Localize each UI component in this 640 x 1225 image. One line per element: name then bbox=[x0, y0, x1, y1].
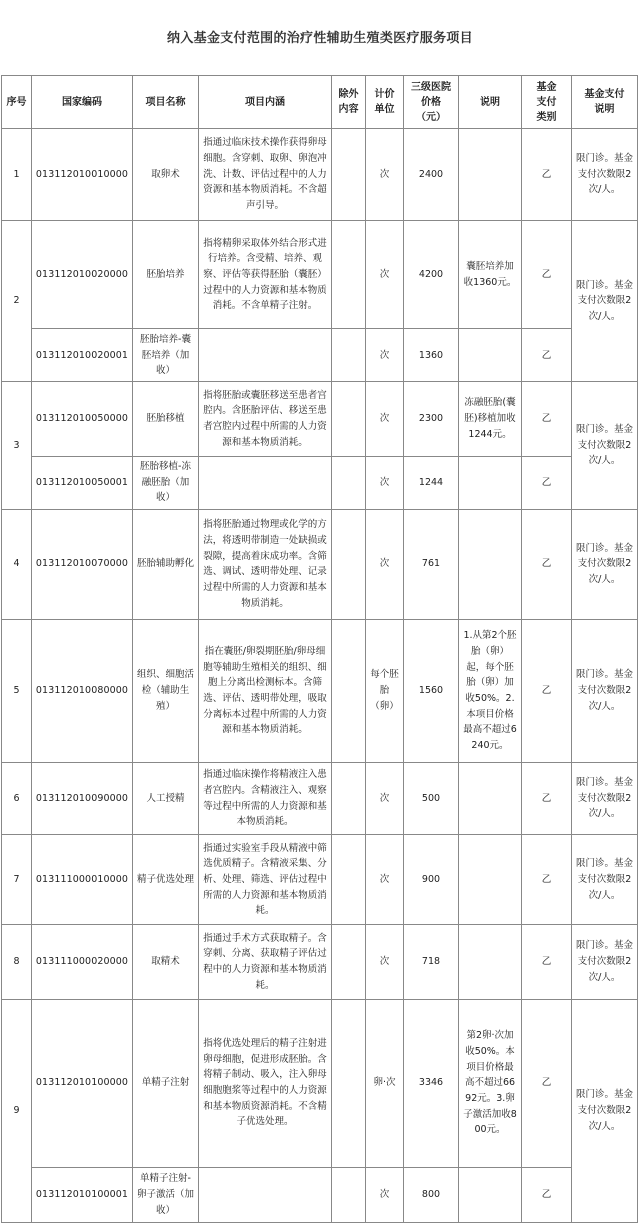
row-seq: 3 bbox=[2, 382, 32, 509]
row-fund-category: 乙 bbox=[522, 329, 572, 382]
col-header-fund-note: 基金支付 说明 bbox=[572, 76, 638, 129]
col-header-code: 国家编码 bbox=[32, 76, 133, 129]
row-excluded bbox=[332, 835, 366, 925]
row-fund-note: 限门诊。基金支付次数限2次/人。 bbox=[572, 619, 638, 762]
table-row bbox=[2, 456, 638, 509]
row-item-name: 胚胎移植 bbox=[133, 382, 199, 456]
row-excluded bbox=[332, 999, 366, 1167]
row-content: 指在囊胚/卵裂期胚胎/卵母细胞等辅助生殖相关的组织、细胞上分离出检测标本。含筛选、评估、透明带处理，吸取分离标本过程中所需的人力资源和基本物质消耗。 bbox=[199, 619, 332, 762]
table-row bbox=[2, 835, 638, 925]
row-code: 013112010020000 bbox=[32, 221, 133, 329]
row-content: 指将胚胎或囊胚移送至患者宫腔内。含胚胎评估、移送至患者宫腔内过程中所需的人力资源和基本物质消耗。 bbox=[199, 382, 332, 456]
row-price: 2300 bbox=[404, 382, 459, 456]
table-row bbox=[2, 329, 638, 382]
row-note bbox=[459, 329, 522, 382]
table-row bbox=[2, 619, 638, 762]
row-item-name: 胚胎辅助孵化 bbox=[133, 509, 199, 619]
row-unit: 次 bbox=[366, 1167, 404, 1222]
row-note: 1.从第2个胚胎（卵）起，每个胚胎（卵）加收50%。2.本项目价格最高不超过6240元。 bbox=[459, 619, 522, 762]
row-note bbox=[459, 509, 522, 619]
row-price: 800 bbox=[404, 1167, 459, 1222]
row-code: 013112010100000 bbox=[32, 999, 133, 1167]
row-unit: 次 bbox=[366, 509, 404, 619]
row-unit: 次 bbox=[366, 763, 404, 835]
row-unit: 每个胚胎（卵） bbox=[366, 619, 404, 762]
row-fund-category: 乙 bbox=[522, 509, 572, 619]
row-seq: 5 bbox=[2, 619, 32, 762]
row-note: 囊胚培养加收1360元。 bbox=[459, 221, 522, 329]
row-fund-category: 乙 bbox=[522, 382, 572, 456]
row-price: 761 bbox=[404, 509, 459, 619]
row-content: 指通过临床操作将精液注入患者宫腔内。含精液注入、观察等过程中所需的人力资源和基本物质消耗。 bbox=[199, 763, 332, 835]
row-content bbox=[199, 1167, 332, 1222]
row-unit: 卵·次 bbox=[366, 999, 404, 1167]
row-content: 指通过手术方式获取精子。含穿刺、分离、获取精子评估过程中的人力资源和基本物质消耗。 bbox=[199, 925, 332, 999]
row-price: 3346 bbox=[404, 999, 459, 1167]
row-unit: 次 bbox=[366, 835, 404, 925]
row-content: 指将精卵采取体外结合形式进行培养。含受精、培养、观察、评估等获得胚胎（囊胚）过程中的人力资源和基本物质消耗。不含单精子注射。 bbox=[199, 221, 332, 329]
row-fund-note: 限门诊。基金支付次数限2次/人。 bbox=[572, 925, 638, 999]
row-note bbox=[459, 763, 522, 835]
table-row bbox=[2, 509, 638, 619]
row-fund-category: 乙 bbox=[522, 619, 572, 762]
row-excluded bbox=[332, 221, 366, 329]
row-excluded bbox=[332, 382, 366, 456]
row-seq: 7 bbox=[2, 835, 32, 925]
row-fund-note: 限门诊。基金支付次数限2次/人。 bbox=[572, 129, 638, 221]
row-item-name: 胚胎培养 bbox=[133, 221, 199, 329]
row-unit: 次 bbox=[366, 925, 404, 999]
row-item-name: 胚胎培养-囊胚培养（加收） bbox=[133, 329, 199, 382]
row-fund-note: 限门诊。基金支付次数限2次/人。 bbox=[572, 763, 638, 835]
row-item-name: 单精子注射-卵子激活（加收） bbox=[133, 1167, 199, 1222]
row-price: 1244 bbox=[404, 456, 459, 509]
row-fund-category: 乙 bbox=[522, 221, 572, 329]
row-item-name: 组织、细胞活检（辅助生殖） bbox=[133, 619, 199, 762]
row-excluded bbox=[332, 763, 366, 835]
row-fund-category: 乙 bbox=[522, 925, 572, 999]
row-seq: 8 bbox=[2, 925, 32, 999]
row-price: 4200 bbox=[404, 221, 459, 329]
row-fund-note: 限门诊。基金支付次数限2次/人。 bbox=[572, 382, 638, 509]
row-seq: 2 bbox=[2, 221, 32, 382]
row-fund-category: 乙 bbox=[522, 456, 572, 509]
row-fund-note: 限门诊。基金支付次数限2次/人。 bbox=[572, 509, 638, 619]
table-row bbox=[2, 925, 638, 999]
row-content bbox=[199, 456, 332, 509]
row-code: 013112010090000 bbox=[32, 763, 133, 835]
row-content bbox=[199, 329, 332, 382]
row-unit: 次 bbox=[366, 221, 404, 329]
col-header-seq: 序号 bbox=[2, 76, 32, 129]
row-note bbox=[459, 1167, 522, 1222]
row-code: 013112010080000 bbox=[32, 619, 133, 762]
row-fund-note: 限门诊。基金支付次数限2次/人。 bbox=[572, 999, 638, 1223]
row-price: 2400 bbox=[404, 129, 459, 221]
row-fund-note: 限门诊。基金支付次数限2次/人。 bbox=[572, 221, 638, 382]
row-fund-category: 乙 bbox=[522, 763, 572, 835]
row-code: 013112010050001 bbox=[32, 456, 133, 509]
row-item-name: 精子优选处理 bbox=[133, 835, 199, 925]
row-unit: 次 bbox=[366, 129, 404, 221]
table-header-row bbox=[2, 76, 638, 129]
row-code: 013112010070000 bbox=[32, 509, 133, 619]
col-header-price: 三级医院 价格 （元） bbox=[404, 76, 459, 129]
row-item-name: 胚胎移植-冻融胚胎（加收） bbox=[133, 456, 199, 509]
row-seq: 4 bbox=[2, 509, 32, 619]
row-seq: 1 bbox=[2, 129, 32, 221]
row-price: 1360 bbox=[404, 329, 459, 382]
table-row bbox=[2, 1167, 638, 1222]
row-fund-category: 乙 bbox=[522, 835, 572, 925]
col-header-note: 说明 bbox=[459, 76, 522, 129]
table-row bbox=[2, 763, 638, 835]
row-content: 指将优选处理后的精子注射进卵母细胞，促进形成胚胎。含将精子制动、吸入，注入卵母细胞胞浆等过程中的人力资源和基本物质资源消耗。不含精子优选处理。 bbox=[199, 999, 332, 1167]
row-content: 指通过实验室手段从精液中筛选优质精子。含精液采集、分析、处理、筛选、评估过程中所需的人力资源和基本物质消耗。 bbox=[199, 835, 332, 925]
col-header-fund-category: 基金 支付 类别 bbox=[522, 76, 572, 129]
row-fund-category: 乙 bbox=[522, 129, 572, 221]
row-seq: 9 bbox=[2, 999, 32, 1223]
row-fund-category: 乙 bbox=[522, 999, 572, 1167]
row-note: 第2卵·次加收50%。本项目价格最高不超过6692元。3.卵子激活加收800元。 bbox=[459, 999, 522, 1167]
col-header-name: 项目名称 bbox=[133, 76, 199, 129]
row-fund-note: 限门诊。基金支付次数限2次/人。 bbox=[572, 835, 638, 925]
row-excluded bbox=[332, 925, 366, 999]
table-row bbox=[2, 221, 638, 329]
row-code: 013112010020001 bbox=[32, 329, 133, 382]
row-code: 013112010100001 bbox=[32, 1167, 133, 1222]
row-unit: 次 bbox=[366, 382, 404, 456]
row-excluded bbox=[332, 329, 366, 382]
col-header-unit: 计价 单位 bbox=[366, 76, 404, 129]
table-row bbox=[2, 999, 638, 1167]
row-note bbox=[459, 456, 522, 509]
table-row bbox=[2, 129, 638, 221]
row-item-name: 取卵术 bbox=[133, 129, 199, 221]
page-title: 纳入基金支付范围的治疗性辅助生殖类医疗服务项目 bbox=[167, 30, 473, 46]
row-fund-category: 乙 bbox=[522, 1167, 572, 1222]
row-note bbox=[459, 835, 522, 925]
table-row bbox=[2, 382, 638, 456]
col-header-excluded: 除外 内容 bbox=[332, 76, 366, 129]
row-item-name: 人工授精 bbox=[133, 763, 199, 835]
row-code: 013112010050000 bbox=[32, 382, 133, 456]
row-excluded bbox=[332, 619, 366, 762]
row-unit: 次 bbox=[366, 456, 404, 509]
row-seq: 6 bbox=[2, 763, 32, 835]
row-excluded bbox=[332, 1167, 366, 1222]
row-code: 013112010010000 bbox=[32, 129, 133, 221]
row-content: 指将胚胎通过物理或化学的方法，将透明带制造一处缺损或裂隙，提高着床成功率。含筛选、调试、透明带处理、记录过程中所需的人力资源和基本物质消耗。 bbox=[199, 509, 332, 619]
row-excluded bbox=[332, 456, 366, 509]
row-item-name: 取精术 bbox=[133, 925, 199, 999]
row-code: 013111000020000 bbox=[32, 925, 133, 999]
row-unit: 次 bbox=[366, 329, 404, 382]
row-note bbox=[459, 129, 522, 221]
row-item-name: 单精子注射 bbox=[133, 999, 199, 1167]
row-excluded bbox=[332, 129, 366, 221]
row-price: 500 bbox=[404, 763, 459, 835]
row-price: 900 bbox=[404, 835, 459, 925]
row-price: 1560 bbox=[404, 619, 459, 762]
row-code: 013111000010000 bbox=[32, 835, 133, 925]
row-note bbox=[459, 925, 522, 999]
row-excluded bbox=[332, 509, 366, 619]
row-note: 冻融胚胎(囊胚)移植加收1244元。 bbox=[459, 382, 522, 456]
row-content: 指通过临床技术操作获得卵母细胞。含穿刺、取卵、卵泡冲洗、计数、评估过程中的人力资源和基本物质消耗。不含超声引导。 bbox=[199, 129, 332, 221]
service-items-table bbox=[1, 75, 638, 1223]
col-header-content: 项目内涵 bbox=[199, 76, 332, 129]
row-price: 718 bbox=[404, 925, 459, 999]
